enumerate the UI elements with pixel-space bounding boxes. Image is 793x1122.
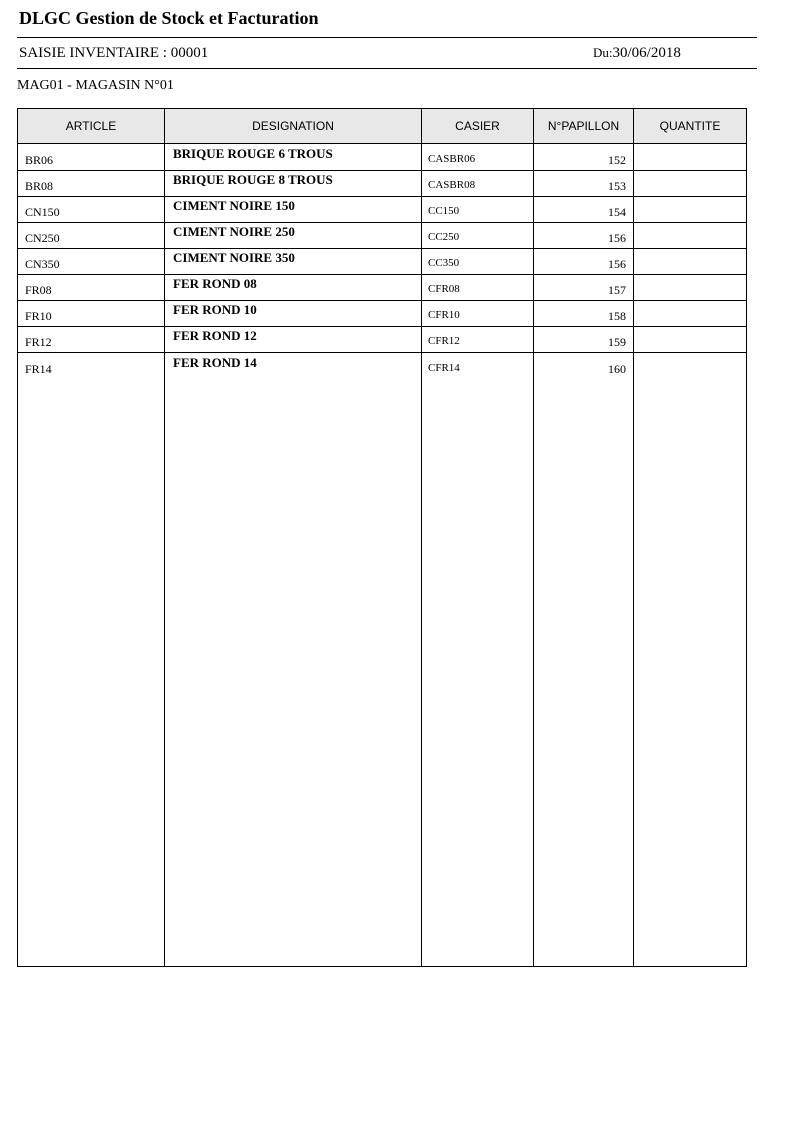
cell-papillon: 160 — [608, 362, 626, 376]
cell-casier: CC150 — [428, 205, 460, 217]
cell-designation: FER ROND 10 — [173, 302, 257, 317]
cell-designation: FER ROND 12 — [173, 328, 257, 343]
store-label: MAG01 - MAGASIN N°01 — [17, 78, 174, 93]
cell-designation: CIMENT NOIRE 150 — [173, 198, 295, 213]
table-row — [18, 170, 746, 197]
header-divider-bottom — [17, 68, 757, 69]
cell-article: FR12 — [25, 335, 52, 349]
cell-papillon: 156 — [608, 257, 626, 271]
document-title: SAISIE INVENTAIRE : 00001 — [19, 45, 209, 61]
cell-papillon: 159 — [608, 335, 626, 349]
cell-article: FR08 — [25, 283, 52, 297]
column-header-casier: CASIER — [455, 119, 500, 133]
cell-casier: CASBR06 — [428, 153, 476, 165]
cell-papillon: 157 — [608, 283, 626, 297]
cell-designation: BRIQUE ROUGE 6 TROUS — [173, 146, 333, 161]
table-row — [18, 248, 746, 275]
cell-casier: CFR12 — [428, 335, 460, 347]
cell-designation: FER ROND 08 — [173, 276, 257, 291]
cell-papillon: 154 — [608, 205, 626, 219]
cell-casier: CFR08 — [428, 283, 460, 295]
column-header-papillon: N°PAPILLON — [547, 119, 620, 133]
cell-designation: BRIQUE ROUGE 8 TROUS — [173, 172, 333, 187]
table-row — [18, 144, 746, 171]
cell-casier: CFR10 — [428, 309, 460, 321]
cell-papillon: 153 — [608, 179, 626, 193]
table-row — [18, 353, 746, 379]
table-row — [18, 326, 746, 353]
date-label: Du: — [593, 45, 613, 60]
inventory-table — [17, 108, 747, 967]
cell-casier: CC350 — [428, 257, 460, 269]
cell-designation: CIMENT NOIRE 250 — [173, 224, 295, 239]
cell-article: CN350 — [25, 257, 60, 271]
table-header — [18, 109, 746, 144]
table-row — [18, 196, 746, 223]
table-row — [18, 274, 746, 301]
cell-article: FR10 — [25, 309, 52, 323]
app-title: DLGC Gestion de Stock et Facturation — [19, 8, 319, 28]
column-divider — [421, 109, 422, 966]
cell-designation: FER ROND 14 — [173, 355, 257, 370]
document-date — [593, 45, 681, 62]
column-header-quantite: QUANTITE — [659, 119, 721, 133]
cell-article: FR14 — [25, 362, 52, 376]
header-divider-top — [17, 37, 757, 38]
cell-article: BR08 — [25, 179, 54, 193]
column-header-article: ARTICLE — [65, 119, 117, 133]
cell-designation: CIMENT NOIRE 350 — [173, 250, 295, 265]
column-header-designation: DESIGNATION — [252, 119, 334, 133]
column-divider — [164, 109, 165, 966]
cell-article: BR06 — [25, 153, 54, 167]
table-row — [18, 222, 746, 249]
date-value: 30/06/2018 — [612, 45, 681, 61]
cell-article: CN150 — [25, 205, 60, 219]
cell-casier: CASBR08 — [428, 179, 476, 191]
table-row — [18, 300, 746, 327]
cell-casier: CFR14 — [428, 362, 460, 374]
cell-papillon: 152 — [608, 153, 626, 167]
cell-article: CN250 — [25, 231, 60, 245]
cell-papillon: 158 — [608, 309, 626, 323]
column-divider — [633, 109, 634, 966]
column-divider — [533, 109, 534, 966]
cell-casier: CC250 — [428, 231, 460, 243]
cell-papillon: 156 — [608, 231, 626, 245]
